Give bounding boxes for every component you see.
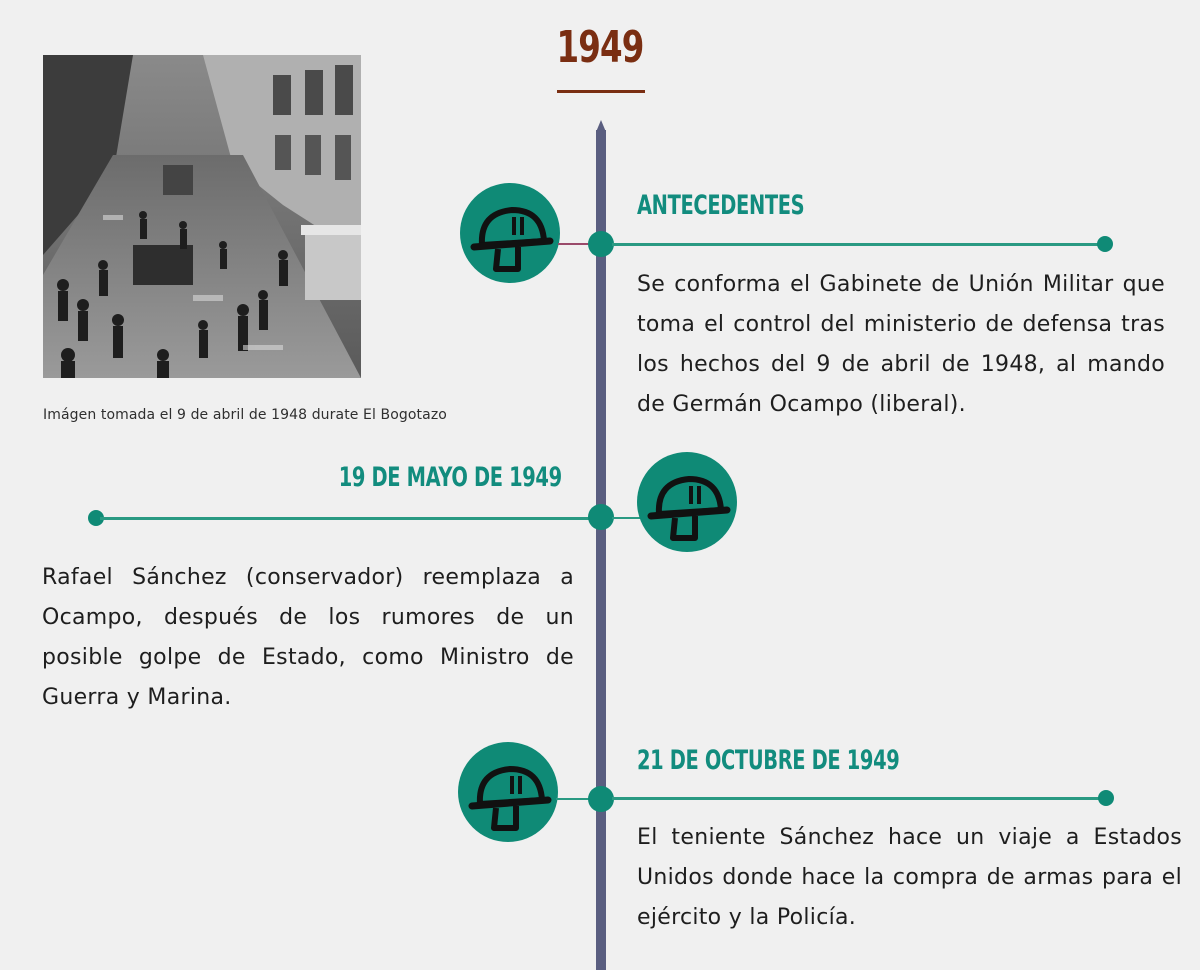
event-heading: ANTECEDENTES: [637, 190, 805, 221]
event-line: [612, 797, 1102, 800]
helmet-icon-badge-1: [460, 183, 560, 283]
event-line-end-dot: [1098, 790, 1114, 806]
timeline-node: [588, 786, 614, 812]
helmet-icon-badge-2: [637, 452, 737, 552]
event-text: El teniente Sánchez hace un viaje a Estados Unidos donde hace la compra de armas para el ejército y la Policía.: [637, 825, 1182, 930]
helmet-icon: [637, 452, 737, 552]
event-line-end-dot: [1097, 236, 1113, 252]
event-heading: 19 DE MAYO DE 1949: [338, 462, 562, 493]
event-text: Rafael Sánchez (conservador) reemplaza a Ocampo, después de los rumores de un posible golpe de Estado, como Ministro de Guerra y Marina.: [42, 565, 574, 710]
helmet-icon-badge-3: [458, 742, 558, 842]
page-title: 1949: [556, 22, 644, 73]
helmet-icon: [460, 183, 560, 283]
event-line: [612, 243, 1102, 246]
photo-caption: Imágen tomada el 9 de abril de 1948 durate El Bogotazo: [43, 407, 447, 423]
bogotazo-photo: [43, 55, 361, 378]
event-line: [100, 517, 590, 520]
timeline-node: [588, 231, 614, 257]
helmet-icon: [458, 742, 558, 842]
title-underline: [557, 90, 645, 93]
event-heading: 21 DE OCTUBRE DE 1949: [637, 745, 900, 776]
timeline-node: [588, 504, 614, 530]
event-text: Se conforma el Gabinete de Unión Militar que toma el control del ministerio de defensa tras los hechos del 9 de abril de 1948, al mando de Germán Ocampo (liberal).: [637, 272, 1165, 417]
